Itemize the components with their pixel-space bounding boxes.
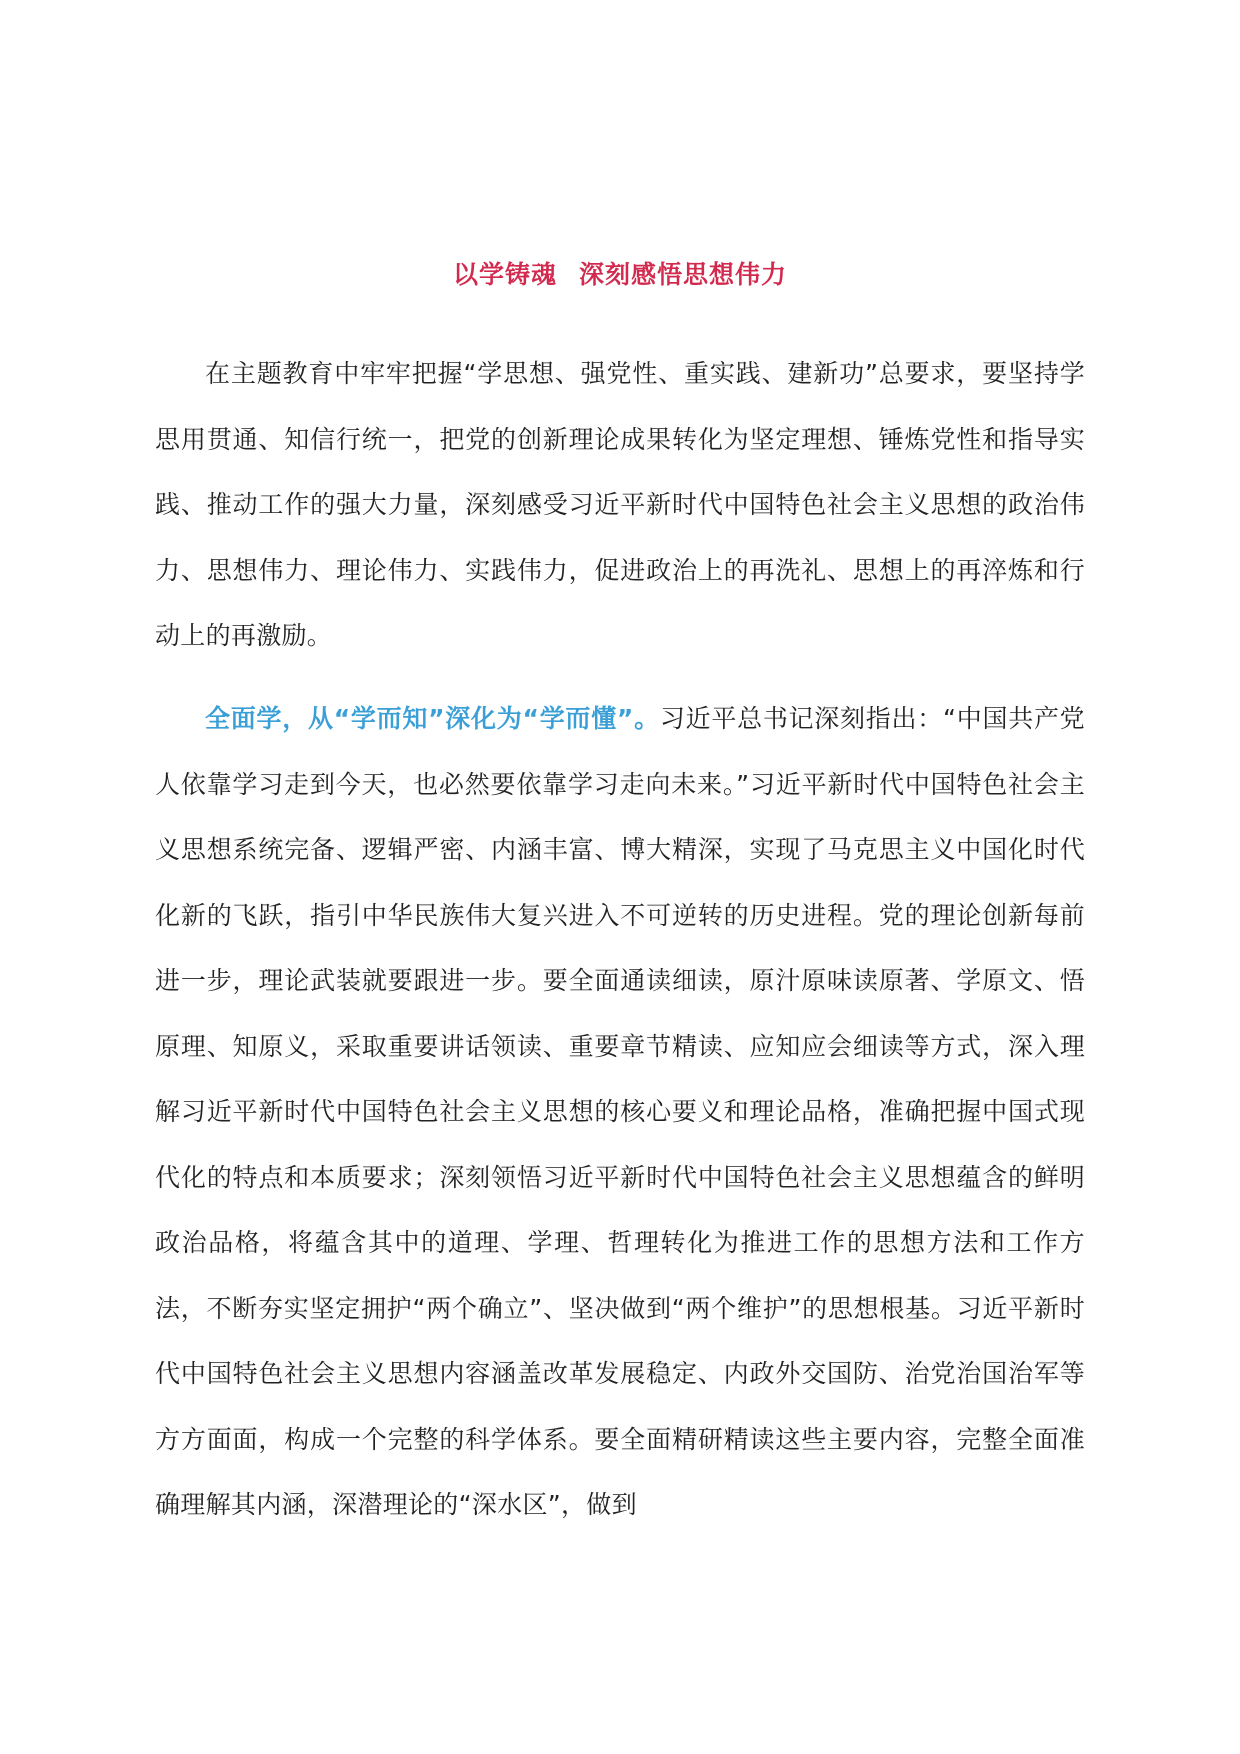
title-part-2: 深刻感悟思想伟力 [579,260,788,289]
title-part-1: 以学铸魂 [452,260,557,289]
paragraph-full-study [155,686,1085,1538]
paragraph-lead-heading: 全面学，从“学而知”深化为“学而懂”。 [205,704,660,733]
document-title [0,255,1240,295]
paragraph-body: 习近平总书记深刻指出：“中国共产党人依靠学习走到今天，也必然要依靠学习走向未来。”习近平新时代中国特色社会主义思想系统完备、逻辑严密、内涵丰富、博大精深，实现了马克思主义中国化时代化新的飞跃，指引中华民族伟大复兴进入不可逆转的历史进程。党的理论创新每前进一步，理论武装就要跟进一步。要全面通读细读，原汁原味读原著、学原文、悟原理、知原义，采取重要讲话领读、重要章节精读、应知应会细读等方式，深入理解习近平新时代中国特色社会主义思想的核心要义和理论品格，准确把握中国式现代化的特点和本质要求；深刻领悟习近平新时代中国特色社会主义思想蕴含的鲜明政治品格，将蕴含其中的道理、学理、哲理转化为推进工作的思想方法和工作方法，不断夯实坚定拥护“两个确立”、坚决做到“两个维护”的思想根基。习近平新时代中国特色社会主义思想内容涵盖改革发展稳定、内政外交国防、治党治国治军等方方面面，构成一个完整的科学体系。要全面精研精读这些主要内容，完整全面准确理解其内涵，深潜理论的“深水区”，做到 [155,704,1085,1519]
paragraph-intro: 在主题教育中牢牢把握“学思想、强党性、重实践、建新功”总要求，要坚持学思用贯通、知信行统一，把党的创新理论成果转化为坚定理想、锤炼党性和指导实践、推动工作的强大力量，深刻感受习近平新时代中国特色社会主义思想的政治伟力、思想伟力、理论伟力、实践伟力，促进政治上的再洗礼、思想上的再淬炼和行动上的再激励。 [155,359,1085,650]
